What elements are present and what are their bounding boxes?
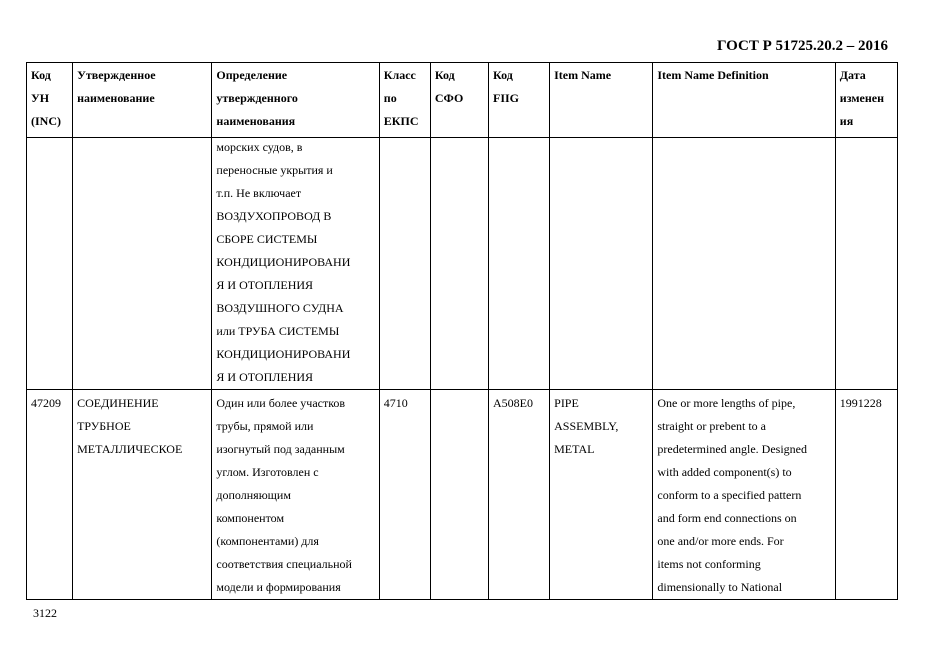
table-row — [27, 138, 898, 390]
cell-fiig — [489, 138, 550, 390]
cell-definition: морских судов, в переносные укрытия и т.п. Не включает ВОЗДУХОПРОВОД В СБОРЕ СИСТЕМЫ КОНДИЦИОНИРОВАНИ Я И ОТОПЛЕНИЯ ВОЗДУШНОГО СУДНА или ТРУБА СИСТЕМЫ КОНДИЦИОНИРОВАНИ Я И ОТОПЛЕНИЯ — [212, 138, 379, 390]
table-row — [27, 390, 898, 600]
cell-change-date: 1991228 — [835, 390, 897, 600]
cell-change-date — [835, 138, 897, 390]
cell-definition: Один или более участков трубы, прямой или изогнутый под заданным углом. Изготовлен с дополняющим компонентом (компонентами) для соответствия специальной модели и формирования — [212, 390, 379, 600]
cell-item-definition: One or more lengths of pipe, straight or prebent to a predetermined angle. Designed with added component(s) to conform to a specified pattern and form end connections on one and/or more ends. For items not conforming dimensionally to National — [653, 390, 835, 600]
table-header-row — [27, 63, 898, 138]
column-header-approved-name: Утвержденное наименование — [73, 63, 212, 138]
cell-sfo — [430, 390, 488, 600]
cell-inc: 47209 — [27, 390, 73, 600]
column-header-sfo: Код СФО — [430, 63, 488, 138]
column-header-fiig: Код FIIG — [489, 63, 550, 138]
catalog-table — [26, 62, 898, 600]
cell-item-definition — [653, 138, 835, 390]
cell-approved-name — [73, 138, 212, 390]
column-header-change-date: Дата изменен ия — [835, 63, 897, 138]
column-header-class: Класс по ЕКПС — [379, 63, 430, 138]
cell-class — [379, 138, 430, 390]
cell-item-name: PIPE ASSEMBLY, METAL — [550, 390, 653, 600]
page-number: 3122 — [33, 606, 57, 620]
column-header-item-name: Item Name — [550, 63, 653, 138]
column-header-item-definition: Item Name Definition — [653, 63, 835, 138]
column-header-inc: Код УН (INC) — [27, 63, 73, 138]
cell-fiig: A508E0 — [489, 390, 550, 600]
cell-class: 4710 — [379, 390, 430, 600]
cell-inc — [27, 138, 73, 390]
cell-item-name — [550, 138, 653, 390]
cell-sfo — [430, 138, 488, 390]
cell-approved-name: СОЕДИНЕНИЕ ТРУБНОЕ МЕТАЛЛИЧЕСКОЕ — [73, 390, 212, 600]
column-header-definition: Определение утвержденного наименования — [212, 63, 379, 138]
document-standard-header: ГОСТ Р 51725.20.2 – 2016 — [716, 38, 888, 54]
